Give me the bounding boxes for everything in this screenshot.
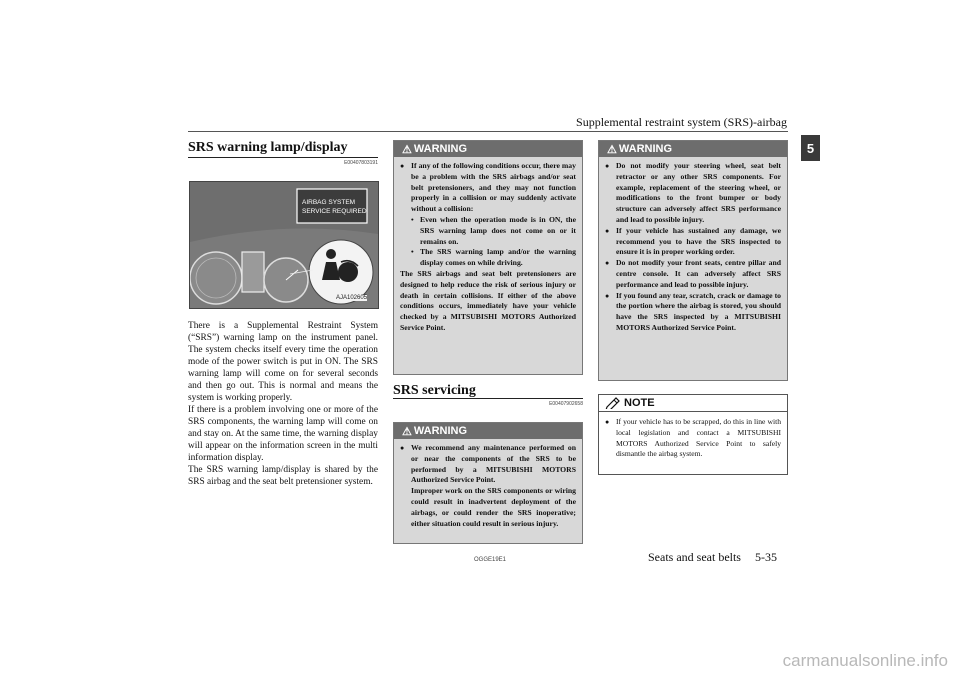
warning-item: [400, 443, 576, 529]
section-heading: SRS servicing: [393, 383, 476, 398]
warning-header: [394, 141, 582, 157]
warning-body: [599, 157, 787, 339]
warning-box-servicing: [393, 422, 583, 544]
paragraph: The SRS warning lamp/display is shared by the SRS airbag and the seat belt pretensioner system.: [188, 465, 378, 487]
warning-item: [605, 161, 781, 226]
warning-item-text: [411, 443, 576, 529]
warning-triangle-icon: ⚠: [607, 143, 617, 156]
note-box: [598, 394, 788, 475]
header-rule: [188, 131, 788, 132]
left-gauge: [190, 252, 242, 304]
section-srs-warning-lamp: [188, 138, 378, 166]
warning-item-text: If any of the following conditions occur, there may be a problem with the SRS airbags and/or seat belt pretensioners, and they may not function properly in a collision or may suddenly activate without a collision:: [411, 161, 576, 214]
running-header: Supplemental restraint system (SRS)-airbag: [576, 115, 787, 129]
section-heading-block: [188, 138, 378, 158]
note-header: [599, 395, 787, 412]
footer-section-title: Seats and seat belts: [648, 550, 741, 564]
figure-code: AJA102605: [336, 295, 368, 301]
warning-item: [605, 258, 781, 290]
warning-header: [599, 141, 787, 157]
note-pen-icon: [605, 397, 621, 409]
section1-body: [188, 320, 378, 488]
display-text-line2: SERVICE REQUIRED: [302, 208, 367, 215]
section-code: E00407803191: [344, 160, 378, 166]
message-display: [297, 189, 367, 223]
warning-body: [394, 439, 582, 534]
warning-intro-text: We recommend any maintenance performed on or near the components of the SRS to be performed by a MITSUBISHI MOTORS Authorized Service Point.: [411, 443, 576, 485]
warning-sub-item: [400, 215, 576, 247]
bullet-icon: ●: [605, 291, 610, 300]
note-item: [605, 417, 781, 460]
warning-label: WARNING: [618, 143, 673, 155]
warning-header: [394, 423, 582, 439]
chapter-tab: 5: [801, 135, 820, 161]
warning-box-modifications: [598, 140, 788, 381]
warning-item-text: Do not modify your front seats, centre pillar and centre console. It can adversely affect SRS performance and lead to possible injury.: [616, 258, 781, 289]
warning-sub-item-text: Even when the operation mode is in ON, the SRS warning lamp does not come on or it remains on.: [420, 214, 576, 246]
warning-item-text: If your vehicle has sustained any damage, we recommend you to have the SRS inspected to ensure it is in proper working order.: [616, 225, 781, 257]
section-code: E00407902658: [549, 401, 583, 407]
warning-item: [605, 291, 781, 334]
bullet-icon: ●: [605, 162, 610, 170]
warning-box-srs-lamp: [393, 140, 583, 375]
page-number: 5-35: [755, 550, 777, 564]
warning-item: [400, 161, 576, 215]
display-text-line1: AIRBAG SYSTEM: [302, 199, 356, 206]
note-label: NOTE: [624, 397, 655, 409]
paragraph: If there is a problem involving one or more of the SRS components, the warning lamp will come on and stay on. At the same time, the warning display will appear on the information screen in the multi information display.: [188, 405, 378, 463]
paragraph: There is a Supplemental Restraint System (“SRS”) warning lamp on the instrument panel. The system checks itself every time the operation mode of the power switch is put in ON. The SRS warning lamp will come on for several seconds and then go out. This is normal and means the system is working properly.: [188, 321, 378, 403]
warning-label: WARNING: [413, 143, 468, 155]
warning-sub-item: [400, 247, 576, 269]
center-display: [242, 252, 264, 292]
bullet-icon: ●: [400, 444, 405, 452]
watermark-link[interactable]: carmanualsonline.info: [782, 651, 948, 670]
warning-item-text: If you found any tear, scratch, crack or damage to the portion where the airbag is stored, you should have the SRS inspected by a MITSUBISHI MOTORS Authorized Service Point.: [616, 290, 781, 332]
warning-item-text: Do not modify your steering wheel, seat belt retractor or any other SRS components. For example, replacement of the steering wheel, or modifications to the front bumper or body structure can adversely affect SRS performance and lead to possible injury.: [616, 161, 781, 224]
warning-sub-item-text: The SRS warning lamp and/or the warning display comes on while driving.: [420, 247, 576, 268]
warning-label: WARNING: [413, 425, 468, 437]
instrument-cluster-figure: [189, 181, 379, 309]
section-heading-block: [393, 381, 583, 399]
warning-closing-text: Improper work on the SRS components or wiring could result in inadvertent deployment of the airbags, or could render the SRS inoperative; either situation could result in serious injury.: [411, 486, 576, 528]
bullet-icon: ●: [605, 226, 610, 235]
bullet-icon: ●: [400, 162, 405, 170]
sub-bullet-icon: •: [411, 247, 414, 257]
note-body: [599, 412, 787, 465]
section-heading: SRS warning lamp/display: [188, 140, 348, 155]
section-srs-servicing: [393, 381, 583, 407]
sub-bullet-icon: •: [411, 214, 414, 224]
warning-triangle-icon: ⚠: [402, 425, 412, 438]
warning-item: [605, 226, 781, 258]
bullet-icon: ●: [605, 418, 610, 426]
warning-closing: The SRS airbags and seat belt pretensioners are designed to help reduce the risk of serious injury or death in certain collisions. If either of the above conditions occurs, immediately have your vehicle checked by a MITSUBISHI MOTORS Authorized Service Point.: [400, 268, 576, 332]
doc-code: OGGE19E1: [474, 557, 507, 563]
bullet-icon: ●: [605, 259, 610, 268]
warning-triangle-icon: ⚠: [402, 143, 412, 156]
note-item-text: If your vehicle has to be scrapped, do this in line with local legislation and contact a MITSUBISHI MOTORS Authorized Service Point to safely dismantle the airbag system.: [616, 417, 781, 459]
warning-body: [394, 157, 582, 339]
